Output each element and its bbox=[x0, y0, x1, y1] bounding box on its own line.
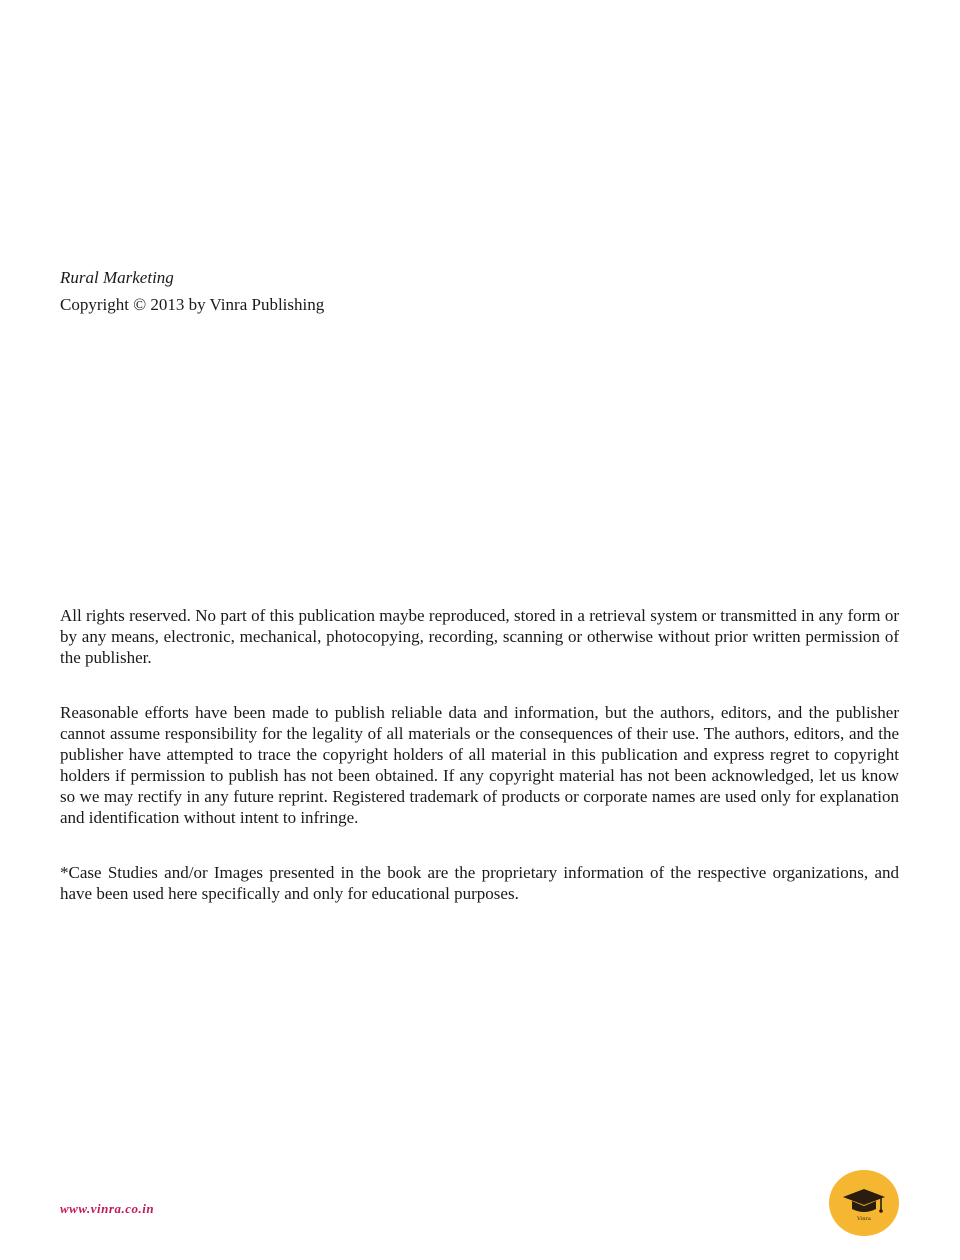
rights-reserved-paragraph: All rights reserved. No part of this publication maybe reproduced, stored in a retrieval system or transmitted in any form or by any means, electronic, mechanical, photocopying, recording, scanning or otherwise without prior written permission of the publisher. bbox=[60, 606, 899, 667]
graduation-cap-icon bbox=[841, 1183, 887, 1223]
legal-notice bbox=[60, 605, 899, 938]
title-block bbox=[60, 264, 324, 318]
book-title: Rural Marketing bbox=[60, 268, 174, 287]
footer-url-link[interactable]: www.vinra.co.in bbox=[60, 1201, 155, 1216]
logo-text: Vinra bbox=[857, 1216, 871, 1222]
case-studies-paragraph: *Case Studies and/or Images presented in the book are the proprietary information of the respective organizations, and have been used here specifically and only for educational purposes. bbox=[60, 863, 899, 903]
disclaimer-paragraph: Reasonable efforts have been made to publish reliable data and information, but the authors, editors, and the publisher cannot assume responsibility for the legality of all materials or the consequences of their use. The authors, editors, and the publisher have attempted to trace the copyright holders of all material in this publication and express regret to copyright holders if permission to publish has not been obtained. If any copyright material has not been acknowledged, let us know so we may rectify in any future reprint. Registered trademark of products or corporate names are used only for explanation and identification without intent to infringe. bbox=[60, 703, 899, 827]
publisher-logo bbox=[829, 1170, 899, 1236]
copyright-line: Copyright © 2013 by Vinra Publishing bbox=[60, 295, 325, 314]
